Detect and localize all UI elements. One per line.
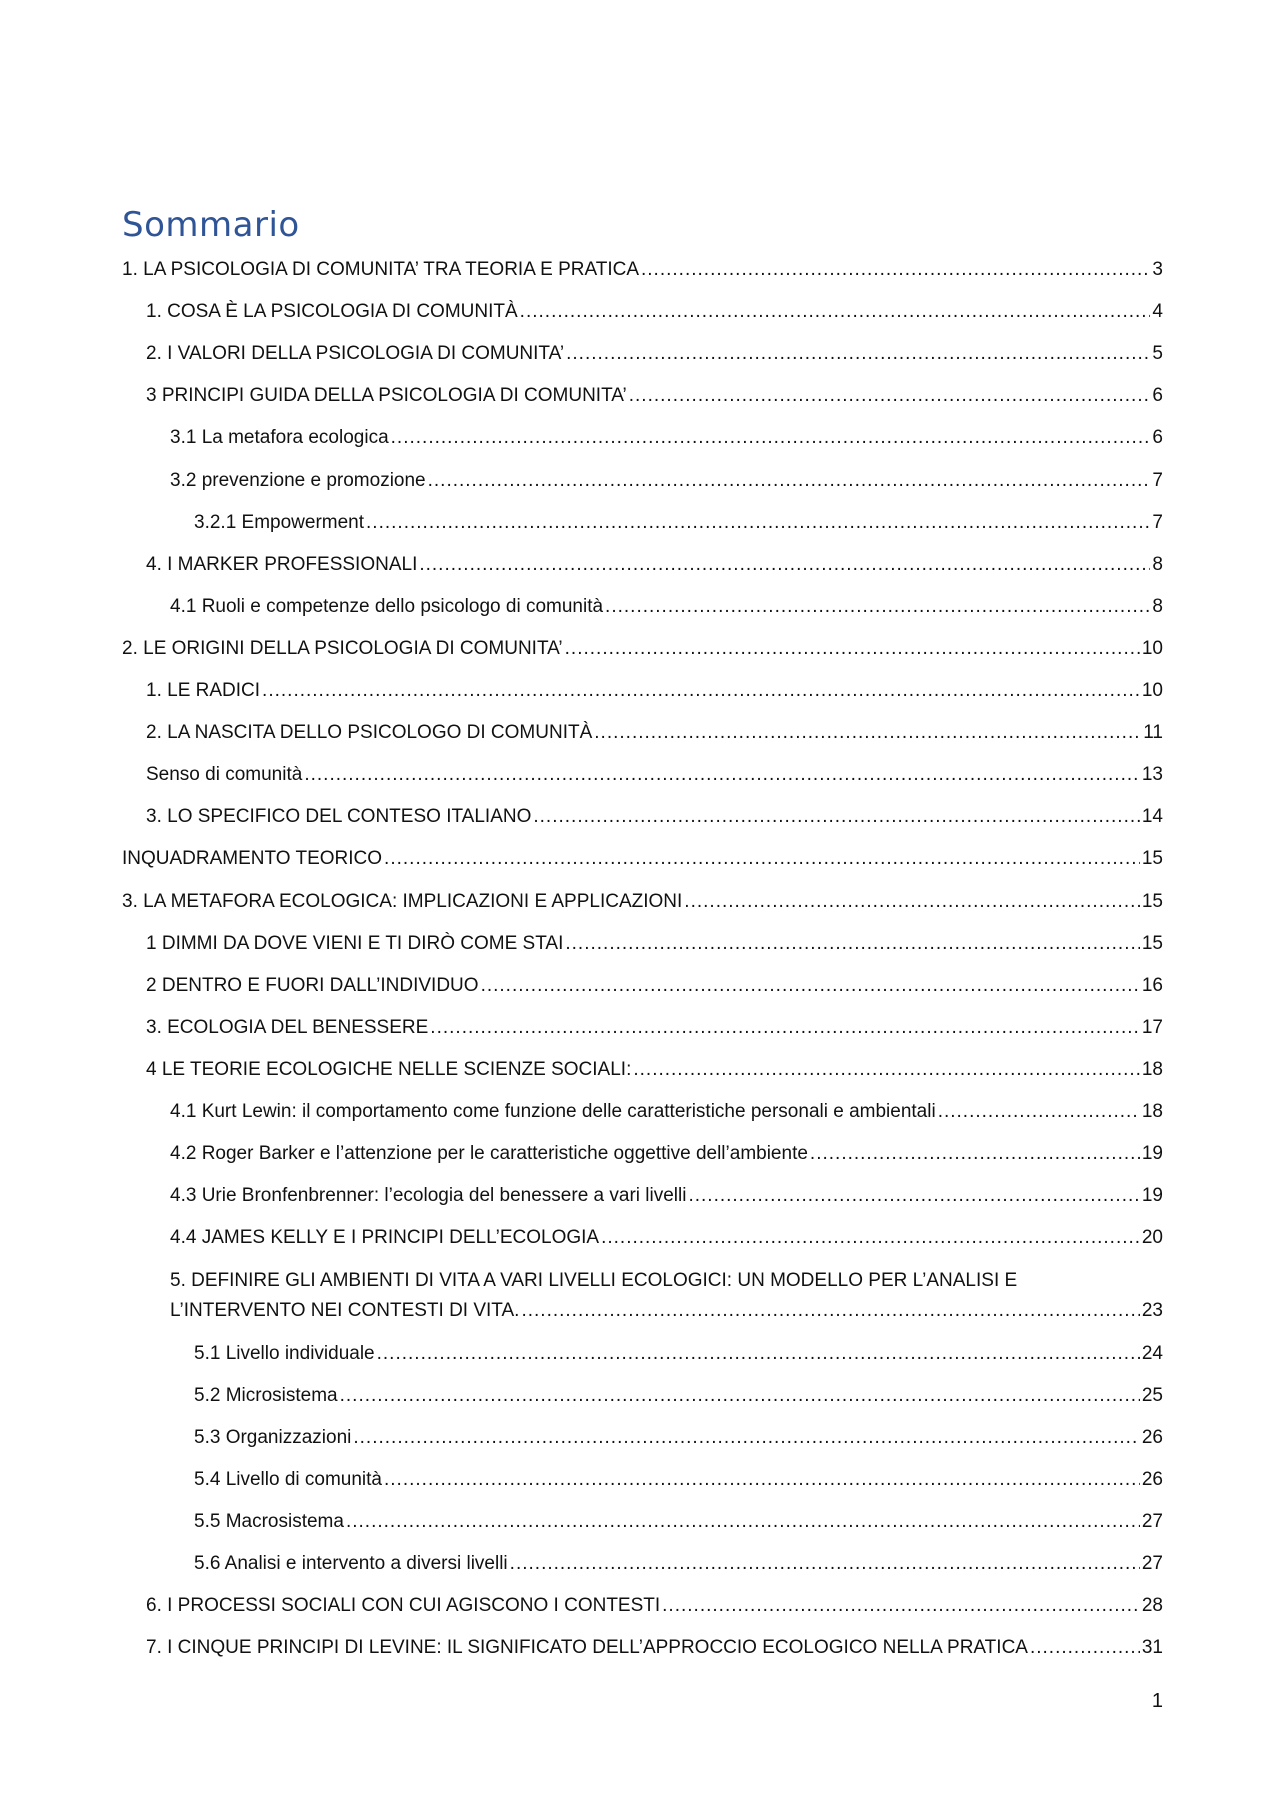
toc-entry[interactable] (194, 1508, 1163, 1536)
toc-entry-label: 5.4 Livello di comunità (194, 1468, 382, 1490)
toc-entry[interactable] (170, 1140, 1163, 1168)
toc-entry-page: 10 (1141, 637, 1163, 659)
toc-entry[interactable] (146, 1056, 1163, 1084)
toc-entry[interactable] (146, 930, 1163, 958)
toc-dot-leader (481, 972, 1140, 1000)
toc-dot-leader (353, 1424, 1139, 1452)
toc-entry[interactable] (194, 1466, 1163, 1494)
toc-entry-label: 4 LE TEORIE ECOLOGICHE NELLE SCIENZE SOCIALI: (146, 1058, 632, 1080)
toc-entry-label: 3. LO SPECIFICO DEL CONTESO ITALIANO (146, 806, 532, 828)
toc-entry[interactable] (146, 972, 1163, 1000)
toc-dot-leader (1030, 1634, 1140, 1662)
toc-dot-leader (629, 382, 1151, 410)
toc-dot-leader (340, 1382, 1140, 1410)
toc-entry[interactable] (122, 256, 1163, 284)
toc-entry-page: 31 (1141, 1637, 1163, 1659)
toc-entry[interactable] (122, 845, 1163, 873)
toc-dot-leader (419, 551, 1150, 579)
toc-entry-label-line2: L’INTERVENTO NEI CONTESTI DI VITA. (170, 1300, 520, 1322)
toc-dot-leader (601, 1224, 1140, 1252)
toc-entry-label: 4. I MARKER PROFESSIONALI (146, 553, 418, 575)
toc-entry-page: 15 (1141, 932, 1163, 954)
toc-dot-leader (684, 888, 1140, 916)
toc-entry-page: 23 (1141, 1300, 1163, 1322)
toc-entry-page: 4 (1152, 301, 1163, 323)
toc-entry[interactable] (170, 467, 1163, 495)
toc-entry-page: 26 (1141, 1468, 1163, 1490)
toc-entry-page: 19 (1141, 1143, 1163, 1165)
toc-entry-page: 5 (1152, 343, 1163, 365)
toc-entry-label: 7. I CINQUE PRINCIPI DI LEVINE: IL SIGNIFICATO DELL’APPROCCIO ECOLOGICO NELLA PRATICA (146, 1637, 1028, 1659)
toc-entry-label: 5.1 Livello individuale (194, 1342, 375, 1364)
toc-entry-label: 1. COSA È LA PSICOLOGIA DI COMUNITÀ (146, 301, 518, 323)
toc-entry[interactable] (170, 1098, 1163, 1126)
toc-entry-page: 28 (1141, 1595, 1163, 1617)
toc-entry[interactable] (194, 1340, 1163, 1368)
toc-dot-leader (430, 1014, 1140, 1042)
toc-entry-page: 27 (1141, 1553, 1163, 1574)
toc-dot-leader (662, 1592, 1140, 1620)
toc-entry-page: 24 (1141, 1342, 1163, 1364)
toc-entry-page: 15 (1141, 848, 1163, 870)
toc-entry-page: 8 (1152, 553, 1163, 575)
toc-entry-page: 15 (1141, 890, 1163, 912)
toc-entry[interactable] (194, 1424, 1163, 1452)
toc-entry-label: 4.1 Kurt Lewin: il comportamento come funzione delle caratteristiche personali e ambientali (170, 1101, 936, 1122)
toc-dot-leader (510, 1550, 1140, 1578)
toc-dot-leader (533, 803, 1139, 831)
toc-entry-label: 3.2.1 Empowerment (194, 511, 365, 533)
toc-entry[interactable] (170, 1266, 1163, 1326)
toc-entry-label: 2. LA NASCITA DELLO PSICOLOGO DI COMUNITÀ (146, 722, 593, 744)
toc-entry-page: 19 (1141, 1185, 1163, 1207)
toc-entry-page: 27 (1141, 1510, 1163, 1532)
toc-entry-label: 5.3 Organizzazioni (194, 1426, 352, 1448)
toc-entry-label: INQUADRAMENTO TEORICO (122, 848, 383, 870)
toc-entry[interactable] (146, 1014, 1163, 1042)
toc-dot-leader (641, 256, 1150, 284)
toc-dot-leader (688, 1182, 1139, 1210)
toc-entry-page: 11 (1143, 722, 1163, 744)
toc-entry[interactable] (170, 593, 1163, 621)
toc-entry[interactable] (170, 424, 1163, 452)
toc-entry-label: 1 DIMMI DA DOVE VIENI E TI DIRÒ COME STAI (146, 932, 564, 954)
toc-entry[interactable] (170, 1182, 1163, 1210)
toc-dot-leader (810, 1140, 1140, 1168)
toc-entry-label: 6. I PROCESSI SOCIALI CON CUI AGISCONO I CONTESTI (146, 1595, 661, 1617)
toc-dot-leader (633, 1056, 1140, 1084)
toc-entry-page: 8 (1152, 595, 1163, 617)
toc-entry-label: 4.3 Urie Bronfenbrenner: l’ecologia del benessere a vari livelli (170, 1185, 687, 1207)
toc-entry[interactable] (146, 298, 1163, 326)
toc-entry[interactable] (146, 1634, 1163, 1662)
toc-dot-leader (594, 719, 1141, 747)
toc-entry-page: 26 (1141, 1426, 1163, 1448)
toc-dot-leader (384, 845, 1140, 873)
toc-entry-page: 3 (1152, 259, 1163, 280)
toc-dot-leader (377, 1340, 1140, 1368)
toc-entry-label: 5.5 Macrosistema (194, 1510, 344, 1532)
toc-dot-leader (384, 1466, 1140, 1494)
toc-dot-leader (565, 635, 1140, 663)
toc-entry[interactable] (146, 677, 1163, 705)
toc-entry-label: 4.1 Ruoli e competenze dello psicologo di comunità (170, 595, 604, 617)
toc-entry-page: 20 (1141, 1227, 1163, 1249)
toc-dot-leader (520, 298, 1151, 326)
toc-entry[interactable] (170, 1224, 1163, 1252)
toc-entry-page: 6 (1152, 427, 1163, 449)
toc-dot-leader (521, 1296, 1139, 1326)
toc-entry-label: 2. LE ORIGINI DELLA PSICOLOGIA DI COMUNITA’ (122, 637, 563, 659)
toc-entry[interactable] (146, 803, 1163, 831)
toc-entry-page: 25 (1141, 1384, 1163, 1406)
toc-entry-label: 3. ECOLOGIA DEL BENESSERE (146, 1016, 429, 1038)
toc-entry[interactable] (122, 888, 1163, 916)
toc-entry[interactable] (146, 1592, 1163, 1620)
toc-entry[interactable] (194, 509, 1163, 537)
toc-entry-page: 14 (1141, 806, 1163, 828)
toc-entry-label: 4.4 JAMES KELLY E I PRINCIPI DELL’ECOLOGIA (170, 1227, 600, 1249)
toc-dot-leader (565, 930, 1139, 958)
toc-dot-leader (391, 424, 1151, 452)
toc-entry[interactable] (146, 551, 1163, 579)
toc-title: Sommario (122, 205, 300, 245)
toc-dot-leader (262, 677, 1140, 705)
toc-entry-page: 10 (1141, 680, 1163, 701)
toc-entry-label: 1. LE RADICI (146, 680, 261, 701)
toc-entry-page: 17 (1141, 1016, 1163, 1038)
toc-dot-leader (304, 761, 1140, 789)
toc-entry[interactable] (146, 340, 1163, 368)
toc-dot-leader (346, 1508, 1140, 1536)
toc-entry-label: 3.1 La metafora ecologica (170, 427, 389, 449)
toc-dot-leader (566, 340, 1150, 368)
toc-entry-label: 2 DENTRO E FUORI DALL’INDIVIDUO (146, 974, 479, 996)
toc-entry-label: 2. I VALORI DELLA PSICOLOGIA DI COMUNITA’ (146, 343, 565, 365)
toc-entry-page: 7 (1152, 469, 1163, 491)
toc-entry[interactable] (146, 761, 1163, 789)
toc-entry[interactable] (122, 635, 1163, 663)
toc-entry-page: 16 (1141, 974, 1163, 996)
toc-entry-label: 3.2 prevenzione e promozione (170, 469, 426, 491)
toc-entry-label: Senso di comunità (146, 764, 303, 786)
toc-entry-label: 5.6 Analisi e intervento a diversi livelli (194, 1553, 508, 1574)
toc-entry-page: 13 (1141, 764, 1163, 786)
toc-dot-leader (605, 593, 1150, 621)
toc-entry[interactable] (146, 719, 1163, 747)
toc-entry-page: 18 (1141, 1101, 1163, 1122)
toc-entry-label: 3 PRINCIPI GUIDA DELLA PSICOLOGIA DI COMUNITA’ (146, 385, 627, 407)
toc-entry[interactable] (146, 382, 1163, 410)
toc-entry[interactable] (194, 1550, 1163, 1578)
toc-dot-leader (366, 509, 1150, 537)
toc-dot-leader (428, 467, 1151, 495)
toc-entry-page: 18 (1141, 1058, 1163, 1080)
toc-entry-page: 6 (1152, 385, 1163, 407)
toc-entry-label: 4.2 Roger Barker e l’attenzione per le caratteristiche oggettive dell’ambiente (170, 1143, 808, 1165)
page-number: 1 (1151, 1690, 1163, 1712)
toc-entry-label-line1: 5. DEFINIRE GLI AMBIENTI DI VITA A VARI LIVELLI ECOLOGICI: UN MODELLO PER L’ANALISI E (170, 1270, 1018, 1292)
toc-dot-leader (938, 1098, 1140, 1126)
toc-entry-label: 5.2 Microsistema (194, 1384, 338, 1406)
toc-entry-label: 3. LA METAFORA ECOLOGICA: IMPLICAZIONI E APPLICAZIONI (122, 890, 683, 912)
toc-entry-label: 1. LA PSICOLOGIA DI COMUNITA’ TRA TEORIA E PRATICA (122, 259, 639, 280)
toc-entry-page: 7 (1152, 511, 1163, 533)
toc-entry[interactable] (194, 1382, 1163, 1410)
